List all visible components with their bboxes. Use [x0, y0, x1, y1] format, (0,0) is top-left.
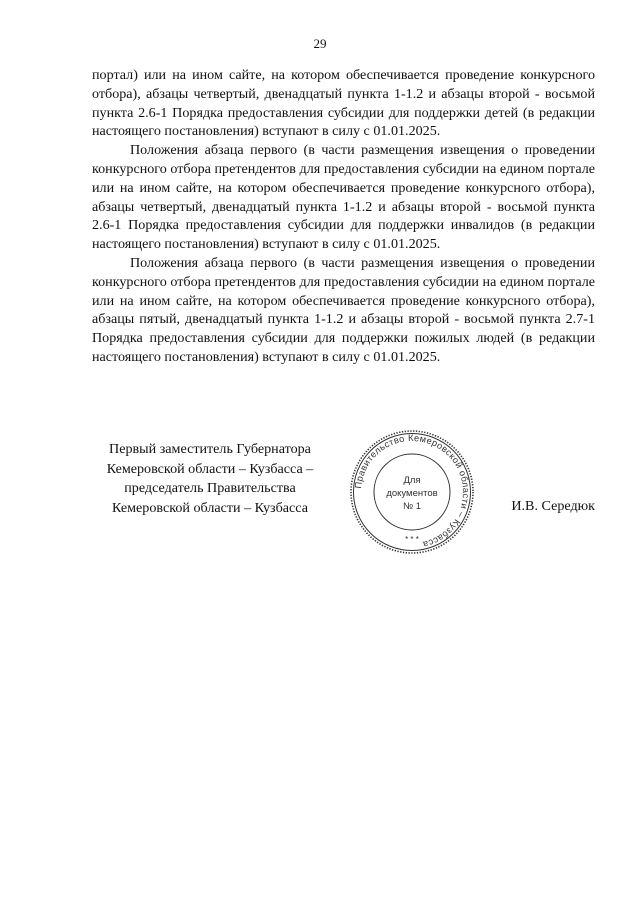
seal-graphic	[348, 428, 476, 556]
paragraph-elderly-support: Положения абзаца первого (в части размещения извещения о проведении конкурсного отбора претендентов для предоставления субсидии на едином портале или на ином сайте, на котором обеспечивается проведение конкурсного отбора), абзацы пятый, двенадцатый пункта 1-1.2 и абзацы второй - восьмой пункта 2.7-1 Порядка предоставления субсидии для поддержки пожилых людей (в редакции настоящего постановления) вступают в силу с 01.01.2025.	[92, 254, 595, 365]
document-body	[92, 66, 595, 367]
seal-center-line: документов	[386, 488, 438, 499]
signatory-position-line: Кемеровской области – Кузбасса	[112, 499, 308, 516]
seal-stars: * * *	[405, 535, 419, 544]
seal-ring-text: Правительство Кемеровской области – Кузбасса	[353, 432, 472, 550]
official-seal	[348, 428, 476, 556]
signatory-position-line: Кемеровской области – Кузбасса –	[106, 460, 314, 477]
seal-center-line: № 1	[402, 501, 422, 512]
paragraph-continuation: портал) или на ином сайте, на котором обеспечивается проведение конкурсного отбора), абзацы четвертый, двенадцатый пункта 1-1.2 и абзацы второй - восьмой пункта 2.6-1 Порядка предоставления субсидии для поддержки детей (в редакции настоящего постановления) вступают в силу с 01.01.2025.	[92, 67, 595, 140]
seal-center-line: Для	[403, 475, 421, 486]
signature-block	[0, 440, 640, 560]
signatory-position	[86, 440, 334, 518]
page-number: 29	[313, 36, 327, 51]
signatory-position-line: Первый заместитель Губернатора	[109, 441, 311, 457]
signatory-name: И.В. Середюк	[511, 498, 595, 514]
paragraph-disabled-support: Положения абзаца первого (в части размещения извещения о проведении конкурсного отбора претендентов для предоставления субсидии на едином портале или на ином сайте, на котором обеспечивается проведение конкурсного отбора), абзацы четвертый, двенадцатый пункта 1-1.2 и абзацы второй - восьмой пункта 2.6-1 Порядка предоставления субсидии для поддержки инвалидов (в редакции настоящего постановления) вступают в силу с 01.01.2025.	[92, 142, 595, 253]
signatory-position-line: председатель Правительства	[124, 480, 296, 496]
